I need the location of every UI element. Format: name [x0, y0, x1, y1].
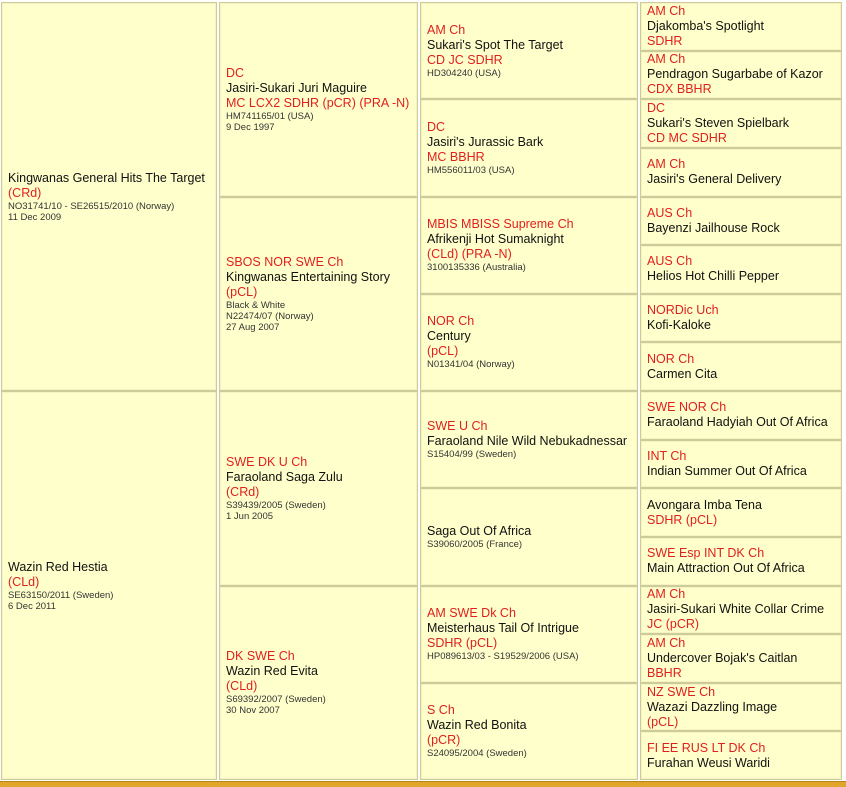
dog-titles: DC — [427, 119, 446, 134]
dog-name-link[interactable]: Carmen Cita — [647, 366, 718, 381]
health-results: CD MC SDHR — [647, 131, 727, 146]
registration-info: S39439/2005 (Sweden) — [226, 499, 326, 511]
footer-bar — [0, 781, 846, 787]
health-results: (pCR) — [427, 733, 461, 748]
health-results: BBHR — [647, 665, 682, 680]
registration-info: SE63150/2011 (Sweden) — [8, 589, 114, 601]
registration-info: 1 Jun 2005 — [226, 510, 274, 522]
pedigree-cell-gen3 — [420, 683, 638, 780]
registration-info: HM741165/01 (USA) — [226, 110, 314, 122]
health-results: SDHR — [647, 33, 683, 48]
pedigree-cell-gen4 — [640, 51, 842, 100]
dog-titles: NZ SWE Ch — [647, 684, 716, 699]
pedigree-cell-gen3 — [420, 99, 638, 196]
dog-name-link[interactable]: Century — [427, 329, 471, 344]
pedigree-cell-gen3 — [420, 391, 638, 488]
pedigree-cell-gen4 — [640, 99, 842, 148]
pedigree-cell-gen3 — [420, 197, 638, 294]
pedigree-cell-gen3 — [420, 2, 638, 99]
pedigree-cell-gen4 — [640, 197, 842, 246]
dog-name-link[interactable]: Main Attraction Out Of Africa — [647, 561, 805, 576]
dog-titles: AM Ch — [647, 52, 686, 67]
dog-name-link[interactable]: Djakomba's Spotlight — [647, 18, 765, 33]
dog-titles: NOR Ch — [427, 314, 475, 329]
pedigree-cell-gen4 — [640, 342, 842, 391]
dog-name-link[interactable]: Wazin Red Evita — [226, 664, 318, 679]
health-results: CD JC SDHR — [427, 52, 503, 67]
health-results: SDHR (pCL) — [647, 512, 718, 527]
pedigree-cell-gen1 — [1, 391, 217, 780]
registration-info: S24095/2004 (Sweden) — [427, 748, 527, 760]
pedigree-cell-gen4 — [640, 391, 842, 440]
pedigree-cell-gen4 — [640, 488, 842, 537]
registration-info: 11 Dec 2009 — [8, 211, 62, 223]
pedigree-cell-gen2 — [219, 586, 418, 781]
dog-titles: AM Ch — [647, 635, 686, 650]
dog-titles: S Ch — [427, 703, 455, 718]
registration-info: 9 Dec 1997 — [226, 121, 275, 133]
health-results: (pCL) — [427, 344, 459, 359]
registration-info: HP089613/03 - S19529/2006 (USA) — [427, 651, 579, 663]
dog-titles: MBIS MBISS Supreme Ch — [427, 217, 574, 232]
dog-titles: SWE NOR Ch — [647, 400, 727, 415]
registration-info: HM556011/03 (USA) — [427, 164, 515, 176]
dog-name-link[interactable]: Wazazi Dazzling Image — [647, 699, 778, 714]
health-results: (pCL) — [226, 284, 258, 299]
dog-name-link[interactable]: Avongara Imba Tena — [647, 497, 762, 512]
health-results: (CLd) — [8, 574, 40, 589]
dog-titles: AM Ch — [647, 587, 686, 602]
dog-name-link[interactable]: Sukari's Spot The Target — [427, 37, 564, 52]
pedigree-cell-gen4 — [640, 731, 842, 780]
dog-name-link[interactable]: Pendragon Sugarbabe of Kazor — [647, 67, 823, 82]
dog-titles: INT Ch — [647, 448, 687, 463]
dog-titles: NOR Ch — [647, 351, 695, 366]
dog-name-link[interactable]: Kofi-Kaloke — [647, 318, 711, 333]
dog-name-link[interactable]: Wazin Red Hestia — [8, 559, 108, 574]
pedigree-cell-gen4 — [640, 586, 842, 635]
pedigree-cell-gen4 — [640, 537, 842, 586]
dog-name-link[interactable]: Faraoland Hadyiah Out Of Africa — [647, 415, 828, 430]
dog-titles: AM Ch — [647, 157, 686, 172]
registration-info: N22474/07 (Norway) — [226, 310, 314, 322]
registration-info: S69392/2007 (Sweden) — [226, 694, 326, 706]
health-results: JC (pCR) — [647, 617, 700, 632]
dog-name-link[interactable]: Furahan Weusi Waridi — [647, 755, 770, 770]
pedigree-cell-gen3 — [420, 294, 638, 391]
pedigree-cell-gen1 — [1, 2, 217, 391]
dog-name-link[interactable]: Jasiri-Sukari White Collar Crime — [647, 602, 825, 617]
pedigree-cell-gen4 — [640, 148, 842, 197]
dog-titles: DC — [226, 65, 245, 80]
dog-titles: SWE U Ch — [427, 419, 488, 434]
health-results: (pCL) — [647, 714, 679, 729]
dog-name-link[interactable]: Undercover Bojak's Caitlan — [647, 650, 798, 665]
pedigree-cell-gen4 — [640, 683, 842, 732]
dog-name-link[interactable]: Faraoland Nile Wild Nebukadnessar — [427, 434, 628, 449]
dog-name-link[interactable]: Kingwanas General Hits The Target — [8, 170, 205, 185]
dog-name-link[interactable]: Jasiri's General Delivery — [647, 172, 782, 187]
pedigree-cell-gen3 — [420, 488, 638, 585]
dog-name-link[interactable]: Afrikenji Hot Sumaknight — [427, 232, 564, 247]
health-results: MC BBHR — [427, 149, 485, 164]
pedigree-cell-gen3 — [420, 586, 638, 683]
dog-titles: SWE Esp INT DK Ch — [647, 546, 765, 561]
health-results: (CRd) — [8, 185, 42, 200]
health-results: (CLd) — [226, 679, 258, 694]
dog-titles: FI EE RUS LT DK Ch — [647, 740, 766, 755]
pedigree-cell-gen4 — [640, 294, 842, 343]
dog-name-link[interactable]: Jasiri's Jurassic Bark — [427, 134, 544, 149]
registration-info: NO31741/10 - SE26515/2010 (Norway) — [8, 200, 175, 212]
dog-name-link[interactable]: Sukari's Steven Spielbark — [647, 116, 790, 131]
registration-info: S39060/2005 (France) — [427, 538, 523, 550]
dog-name-link[interactable]: Wazin Red Bonita — [427, 718, 527, 733]
dog-name-link[interactable]: Saga Out Of Africa — [427, 523, 532, 538]
health-results: MC LCX2 SDHR (pCR) (PRA -N) — [226, 95, 410, 110]
dog-titles: SWE DK U Ch — [226, 454, 308, 469]
pedigree-cell-gen4 — [640, 440, 842, 489]
dog-titles: AM Ch — [427, 22, 466, 37]
dog-name-link[interactable]: Kingwanas Entertaining Story — [226, 269, 390, 284]
dog-name-link[interactable]: Meisterhaus Tail Of Intrigue — [427, 621, 579, 636]
registration-info: 3100135336 (Australia) — [427, 262, 526, 274]
dog-titles: SBOS NOR SWE Ch — [226, 254, 344, 269]
dog-name-link[interactable]: Indian Summer Out Of Africa — [647, 463, 807, 478]
health-results: (CRd) — [226, 484, 260, 499]
registration-info: 27 Aug 2007 — [226, 321, 280, 333]
dog-name-link[interactable]: Faraoland Saga Zulu — [226, 469, 343, 484]
registration-info: N01341/04 (Norway) — [427, 359, 515, 371]
pedigree-cell-gen4 — [640, 2, 842, 51]
dog-titles: DC — [647, 101, 666, 116]
health-results: SDHR (pCL) — [427, 636, 498, 651]
pedigree-cell-gen2 — [219, 197, 418, 392]
dog-name-link[interactable]: Jasiri-Sukari Juri Maguire — [226, 80, 368, 95]
dog-name-link[interactable]: Bayenzi Jailhouse Rock — [647, 220, 780, 235]
registration-info: 30 Nov 2007 — [226, 705, 280, 717]
dog-titles: AM Ch — [647, 3, 686, 18]
registration-info: HD304240 (USA) — [427, 67, 501, 79]
health-results: CDX BBHR — [647, 82, 712, 97]
dog-name-link[interactable]: Helios Hot Chilli Pepper — [647, 269, 780, 284]
pedigree-cell-gen2 — [219, 391, 418, 586]
dog-titles: DK SWE Ch — [226, 649, 295, 664]
dog-titles: AM SWE Dk Ch — [427, 606, 516, 621]
registration-info: S15404/99 (Sweden) — [427, 449, 517, 461]
registration-info: 6 Dec 2011 — [8, 600, 56, 612]
health-results: (CLd) (PRA -N) — [427, 247, 512, 262]
dog-titles: AUS Ch — [647, 205, 693, 220]
dog-titles: AUS Ch — [647, 254, 693, 269]
pedigree-cell-gen2 — [219, 2, 418, 197]
registration-info: Black & White — [226, 299, 286, 311]
pedigree-cell-gen4 — [640, 245, 842, 294]
dog-titles: NORDic Uch — [647, 303, 719, 318]
pedigree-cell-gen4 — [640, 634, 842, 683]
